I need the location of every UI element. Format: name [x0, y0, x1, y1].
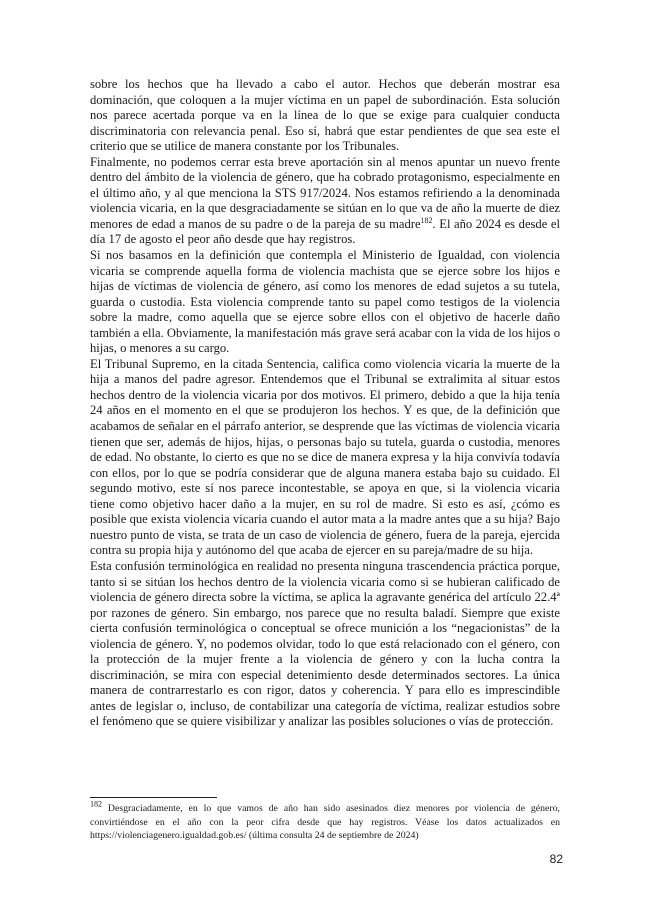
paragraph-1: sobre los hechos que ha llevado a cabo el autor. Hechos que deberán mostrar esa dominación, que coloquen a la mujer víctima en un papel de subordinación. Esta solución nos parece acertada porque va en la línea de lo que se exige para cualquier conducta discriminatoria con relevancia penal. Eso sí, habrá que estar pendientes de que sea este el criterio que se utilice de manera constante por los Tribunales.	[90, 77, 560, 154]
footnote-reference[interactable]: 182	[420, 215, 433, 225]
paragraph-3: Si nos basamos en la definición que contempla el Ministerio de Igualdad, con violencia vicaria se comprende aquella forma de violencia machista que se ejerce sobre los hijos e hijas de víctimas de violencia de género, así como los menores de edad sujetos a su tutela, guarda o custodia. Esta violencia comprende tanto su papel como testigos de la violencia sobre la madre, como aquella que se ejerce sobre ellos con el objetivo de hacerle daño también a ella. Obviamente, la manifestación más grave será acabar con la vida de los hijos o hijas, o menores a su cargo.	[90, 248, 560, 356]
paragraph-2	[90, 155, 560, 248]
body-text	[90, 77, 560, 730]
page-number: 82	[549, 852, 563, 866]
paragraph-5: Esta confusión terminológica en realidad no presenta ninguna trascendencia práctica porque, tanto si se sitúan los hechos dentro de la violencia vicaria como si se hubieran calificado de violencia de género directa sobre la víctima, se aplica la agravante genérica del artículo 22.4ª por razones de género. Sin embargo, nos parece que no resulta baladí. Siempre que existe cierta confusión terminológica o conceptual se ofrece munición a los “negacionistas” de la violencia de género. Y, no podemos olvidar, todo lo que está relacionado con el género, con la protección de la mujer frente a la violencia de género y con la lucha contra la discriminación, se mira con especial detenimiento desde determinados sectores. La única manera de contrarrestarlo es con rigor, datos y coherencia. Y para ello es imprescindible antes de legislar o, incluso, de contabilizar una categoría de víctima, realizar estudios sobre el fenómeno que se quiere visibilizar y analizar las posibles soluciones o vías de protección.	[90, 558, 560, 729]
footnote-number: 182	[90, 799, 102, 809]
footnote	[90, 799, 560, 843]
paragraph-4: El Tribunal Supremo, en la citada Sentencia, califica como violencia vicaria la muerte de la hija a manos del padre agresor. Entendemos que el Tribunal se extralimita al situar estos hechos dentro de la violencia vicaria por dos motivos. El primero, debido a que la hija tenía 24 años en el momento en el que se produjeron los hechos. Y es que, de la definición que acabamos de señalar en el párrafo anterior, se desprende que las víctimas de violencia vicaria tienen que ser, además de hijos, hijas, o personas bajo su tutela, guarda o custodia, menores de edad. No obstante, lo cierto es que no se dice de manera expresa y la hija convivía todavía con ellos, por lo que se podría considerar que de alguna manera estaba bajo su cuidado. El segundo motivo, este sí nos parece incontestable, se apoya en que, si la violencia vicaria tiene como objetivo hacer daño a la mujer, en su rol de madre. Si esto es así, ¿cómo es posible que exista violencia vicaria cuando el autor mata a la madre antes que a su hija? Bajo nuestro punto de vista, se trata de un caso de violencia de género, fuera de la pareja, ejercida contra su propia hija y autónomo del que acaba de ejercer en su pareja/madre de su hija.	[90, 356, 560, 558]
footnote-body: Desgraciadamente, en lo que vamos de año han sido asesinados diez menores por violencia de género, convirtiéndose en el año con la peor cifra desde que hay registros. Véase los datos actualizados en https://violenciagenero.igualdad.gob.es/ (última consulta 24 de septiembre de 2024)	[90, 803, 560, 841]
footnote-text	[90, 799, 560, 843]
footnote-separator	[90, 797, 217, 798]
paragraph-2-text-before-note: Finalmente, no podemos cerrar esta breve aportación sin al menos apuntar un nuevo frente dentro del ámbito de la violencia de género, que ha cobrado protagonismo, especialmente en el último año, y al que menciona la STS 917/2024. Nos estamos refiriendo a la denominada violencia vicaria, en la que desgraciadamente se sitúan en lo que va de año la muerte de diez menores de edad a manos de su padre o de la pareja de su madre	[90, 154, 560, 231]
paragraph-2-text-after-note: . El año 2024 es desde el día 17 de agosto el peor año desde que hay registros.	[90, 216, 560, 247]
